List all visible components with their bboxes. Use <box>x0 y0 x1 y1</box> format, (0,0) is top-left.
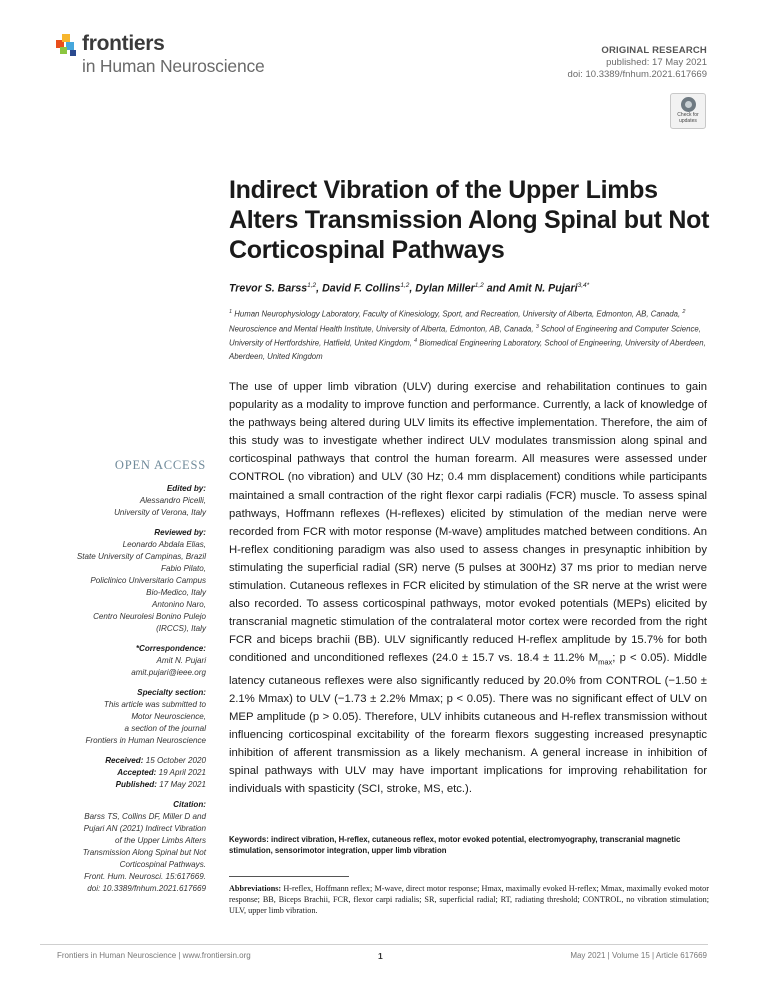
author-name[interactable]: Trevor S. Barss <box>229 282 308 295</box>
abbreviations-text: H-reflex, Hoffmann reflex; M-wave, direct motor response; Hmax, maximally evoked H-reflex; Mmax, maximally evoked motor response; BB, Biceps Brachii, FCR, flexor carpi radialis; SR, superficial radial; RT, radiating threshold; CONTROL, no vibration stimulation; ULV, upper limb vibration. <box>229 884 709 915</box>
abstract-text-1: The use of upper limb vibration (ULV) during exercise and rehabilitation continues to gain popularity as a modality to improve function and performance. Currently, a lack of knowledge of the pathways being altered during ULV limits its effective implementation. Therefore, the aim of this study was to investigate whether indirect ULV modulates transmission along spinal and corticospinal pathways that control the human forearm. All measures were assessed under CONTROL (no vibration) and ULV (30 Hz; 0.4 mm displacement) conditions while participants maintained a small contraction of the right flexor carpi radialis (FCR) muscle. To assess spinal pathways, Hoffmann reflexes (H-reflexes) elicited by stimulation of the median nerve were recorded from FCR with motor response (M-wave) amplitudes matched between conditions. An H-reflex conditioning paradigm was also used to assess changes in presynaptic inhibition by stimulating the superficial radial (SR) nerve (5 pulses at 300Hz) 37 ms prior to median nerve stimulation. Cutaneous reflexes in FCR elicited by stimulation of the SR nerve at the wrist were also recorded. To assess corticospinal pathways, motor evoked potentials (MEPs) elicited by transcranial magnetic stimulation of the contralateral motor cortex were recorded from the right FCR and biceps brachii (BB). ULV significantly reduced H-reflex amplitude by 15.7% for both conditioned and unconditioned reflexes (24.0 ± 15.7 vs. 18.4 ± 11.2% M <box>229 381 707 665</box>
sidebar-section-heading: Specialty section: <box>137 688 206 697</box>
sidebar-line: Antonino Naro, <box>152 600 206 609</box>
abstract-text-2: ; p < 0.05). Middle latency cutaneous reflexes were also significantly reduced by 20.0% from CONTROL (−1.50 ± 2.1% Mmax) to ULV (−1.73 ± 2.2% Mmax; p < 0.05). There was no significant effect of ULV on MEP amplitude (p > 0.05). Therefore, ULV inhibits cutaneous and H-reflex transmission without influencing corticospinal excitability of the forearm flexors suggesting increased presynaptic inhibition of afferent transmission as a likely mechanism. A general increase in inhibition of spinal pathways with ULV may have important implications for improving rehabilitation for individuals with spasticity (SCI, stroke, MS, etc.). <box>229 652 707 796</box>
article-title: Indirect Vibration of the Upper Limbs Alters Transmission Along Spinal but Not Corticospinal Pathways <box>229 176 710 264</box>
abstract <box>229 378 707 798</box>
sidebar-line: Amit N. Pujari <box>156 656 206 665</box>
date-row <box>40 755 206 767</box>
article-sidebar <box>40 458 206 903</box>
logo-wordmark: frontiers <box>82 32 165 55</box>
keywords: Keywords: indirect vibration, H-reflex, cutaneous reflex, motor evoked potential, electromyography, transcranial magnetic stimulation, sensorimotor integration, upper limb vibration <box>229 835 681 855</box>
sidebar-line: Centro Neurolesi Bonino Pulejo <box>93 612 206 621</box>
citation-line: Corticospinal Pathways. <box>119 860 206 869</box>
author-name[interactable]: Amit N. Pujari <box>508 282 578 295</box>
citation-line: Transmission Along Spinal but Not <box>82 848 206 857</box>
published-date: published: 17 May 2021 <box>606 57 707 68</box>
sidebar-line: This article was submitted to <box>103 700 206 709</box>
citation-line: of the Upper Limbs Alters <box>114 836 206 845</box>
sidebar-line: Bio-Medico, Italy <box>146 588 206 597</box>
affiliation-marker: 1 <box>229 309 233 315</box>
sidebar-line: Leonardo Abdala Elias, <box>122 540 206 549</box>
date-value: 15 October 2020 <box>143 756 206 765</box>
sidebar-line: (IRCCS), Italy <box>156 624 206 633</box>
citation-section <box>40 799 206 895</box>
journal-logo[interactable] <box>56 32 286 80</box>
date-label: Published: <box>115 780 157 789</box>
citation-line: Front. Hum. Neurosci. 15:617669. <box>84 872 206 881</box>
update-check-icon <box>681 97 696 112</box>
open-access-label: OPEN ACCESS <box>114 458 206 472</box>
footer-journal-link[interactable]: Frontiers in Human Neuroscience | www.frontiersin.org <box>57 951 251 960</box>
date-row <box>40 767 206 779</box>
author-affiliation-marker: 1,2 <box>400 282 410 289</box>
footer-volume-info: May 2021 | Volume 15 | Article 617669 <box>570 951 707 960</box>
author-separator: and <box>483 282 509 295</box>
page-number: 1 <box>378 951 383 961</box>
sidebar-line: University of Verona, Italy <box>114 508 206 517</box>
author-affiliation-marker: 1,2 <box>307 282 317 289</box>
citation-line: Pujari AN (2021) Indirect Vibration <box>83 824 206 833</box>
sidebar-section <box>40 527 206 635</box>
check-for-updates-button[interactable] <box>670 93 706 129</box>
badge-label: Check for updates <box>677 112 699 124</box>
affiliation-marker: 4 <box>414 338 418 345</box>
affiliation-marker: 2 <box>682 309 686 315</box>
sidebar-line: Fabio Pilato, <box>161 564 206 573</box>
article-meta-header <box>568 45 707 81</box>
sidebar-section <box>40 643 206 679</box>
sidebar-line: State University of Campinas, Brazil <box>76 552 206 561</box>
frontiers-logo-icon <box>56 34 80 58</box>
sidebar-section-heading: Reviewed by: <box>154 528 206 537</box>
sidebar-line: amit.pujari@ieee.org <box>131 668 206 677</box>
author-affiliation-marker: 3,4* <box>577 282 590 289</box>
citation-heading: Citation: <box>173 800 206 809</box>
footer-divider <box>40 944 708 945</box>
citation-line: doi: 10.3389/fnhum.2021.617669 <box>87 884 206 893</box>
affiliation-text: Biomedical Engineering Laboratory, School of Engineering, University of Aberdeen, Aberdeen, United Kingdom <box>229 338 706 361</box>
doi-link[interactable]: doi: 10.3389/fnhum.2021.617669 <box>567 69 707 80</box>
sidebar-section <box>40 483 206 519</box>
sidebar-section-heading: *Correspondence: <box>135 644 206 653</box>
affiliation-text: Human Neurophysiology Laboratory, Faculty of Kinesiology, Sport, and Recreation, University of Alberta, Edmonton, AB, Canada, <box>232 309 683 319</box>
author-separator: , <box>316 282 323 295</box>
abbreviations-label: Abbreviations: <box>229 884 282 893</box>
affiliations <box>229 306 709 363</box>
sidebar-line: Policlinico Universitario Campus <box>90 576 206 585</box>
affiliation-text: Neuroscience and Mental Health Institute, University of Alberta, Edmonton, AB, Canada, <box>229 324 536 334</box>
author-name[interactable]: David F. Collins <box>322 282 401 295</box>
publication-dates <box>40 755 206 791</box>
author-list <box>229 282 589 295</box>
citation-line: Barss TS, Collins DF, Miller D and <box>84 812 206 821</box>
abstract-subscript: max <box>598 657 613 667</box>
sidebar-line: a section of the journal <box>124 724 206 733</box>
date-label: Received: <box>105 756 144 765</box>
author-affiliation-marker: 1,2 <box>474 282 484 289</box>
author-name[interactable]: Dylan Miller <box>415 282 475 295</box>
logo-journal-name: in Human Neuroscience <box>82 56 265 76</box>
date-value: 19 April 2021 <box>156 768 206 777</box>
sidebar-section <box>40 687 206 747</box>
sidebar-line: Motor Neuroscience, <box>131 712 206 721</box>
abbreviations-divider <box>229 876 349 877</box>
sidebar-line: Alessandro Picelli, <box>139 496 206 505</box>
date-row <box>40 779 206 791</box>
abbreviations <box>229 883 709 916</box>
date-value: 17 May 2021 <box>156 780 206 789</box>
affiliation-text: School of Engineering and Computer Science, University of Hertfordshire, Hatfield, United Kingdom, <box>229 324 701 348</box>
date-label: Accepted: <box>117 768 157 777</box>
author-separator: , <box>409 282 416 295</box>
sidebar-section-heading: Edited by: <box>166 484 206 493</box>
article-type: ORIGINAL RESEARCH <box>601 45 707 56</box>
sidebar-line: Frontiers in Human Neuroscience <box>85 736 206 745</box>
affiliation-marker: 3 <box>535 323 539 330</box>
